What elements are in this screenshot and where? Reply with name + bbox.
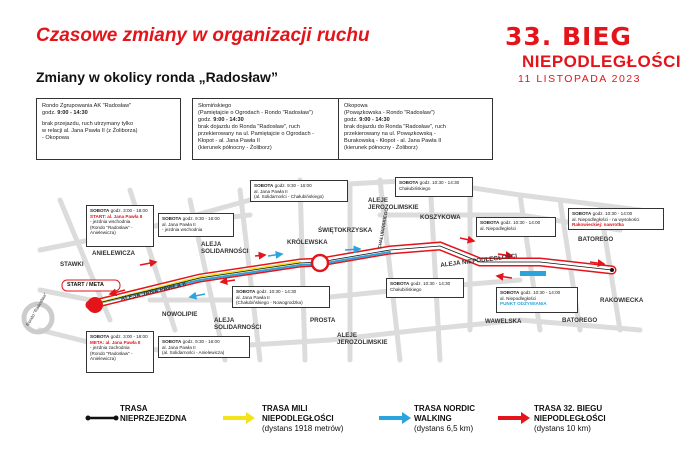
subheading: Zmiany w okolicy ronda „Radosław” <box>36 69 278 85</box>
street-label-jana-pawla: ALEJA JANA PAWŁA II <box>120 280 187 303</box>
street-label-aleje-jerozolimskie-top: ALEJE JEROZOLIMSKIE <box>368 197 419 211</box>
legend-mile: TRASA MILI NIEPODLEGŁOŚCI (dystans 1918 metrów) <box>262 404 344 433</box>
info-box-line: Kłopot - al. Jana Pawła II <box>198 138 260 144</box>
info-box-line: brak dojazdu do Ronda "Radosław", ruch <box>344 124 446 130</box>
info-box-line: (kierunek północny - Żoliborz) <box>344 145 418 151</box>
callout-chalubinskiego-east: SOBOTA godz. 10:30 - 14:30 Chałubińskiego <box>395 177 473 197</box>
callout-start: SOBOTA godz. 3:00 - 18:00 START: al. Jana Pawła II - jezdnia wschodnia (Rondo "Radosław" - Anielewicza) <box>86 205 154 247</box>
street-label-wawelska: WAWELSKA <box>485 318 522 325</box>
info-box-line: brak dojazdu do Ronda "Radosław", ruch <box>198 124 300 130</box>
street-label-solidarnosci-bottom: ALEJA SOLIDARNOŚCI <box>214 317 262 331</box>
street-label-prosta: PROSTA <box>310 317 336 324</box>
arrow-blue <box>268 254 282 256</box>
street-label-batorego: BATOREGO <box>578 236 614 243</box>
legend-nordic: TRASA NORDIC WALKING (dystans 6,5 km) <box>414 404 476 433</box>
street-label-aleje-jerozolimskie-bottom: ALEJE JEROZOLIMSKIE <box>337 332 388 346</box>
info-box-title: Słomińskiego <box>198 103 232 109</box>
callout-jpii-east-1: SOBOTA godz. 9:30 - 16:00 al. Jana Pawła II - jezdnia wschodnia <box>158 213 234 237</box>
legend-sample-run-head <box>521 412 530 424</box>
callout-chalubinskiego-west: SOBOTA godz. 10:30 - 14:30 Chałubińskiego <box>386 278 464 298</box>
info-box-title-sub: (Powązkowska - Rondo "Radosław") <box>344 110 435 116</box>
arrow-red <box>221 280 235 282</box>
arrow-red <box>255 255 265 256</box>
info-box-hours: godz. 9:00 - 14:30 <box>42 110 88 116</box>
arrow-red <box>497 276 512 278</box>
roundabout-route <box>312 255 328 271</box>
street-label-anielewicza: ANIELEWICZA <box>92 250 135 257</box>
info-box-line: w relacji al. Jana Pawła II (z Żoliborza) <box>42 128 138 134</box>
info-box-hours: godz. 9:00 - 14:30 <box>198 117 244 123</box>
route-end-marker <box>610 268 614 272</box>
callout-jpii-east-2: SOBOTA godz. 9:30 - 16:00 al. Jana Pawła II (al. Solidarności - Chałubińskiego) <box>250 180 348 202</box>
callout-niepodleglosci-west: SOBOTA godz. 10:30 - 14:00 al. Niepodległości PUNKT ODŻYWIANIA <box>496 287 578 313</box>
info-box-title: Rondo Zgrupowania AK "Radosław" <box>42 103 132 109</box>
street-label-krolewska: KRÓLEWSKA <box>287 239 328 246</box>
street-label-aleja-niepodleglosci: ALEJA NIEPODLEGŁOŚCI <box>440 252 518 269</box>
street-label-koszykowa: KOSZYKOWA <box>420 214 461 221</box>
legend-sample-mile-head <box>246 412 255 424</box>
street-label-rakowiecka: RAKOWIECKA <box>600 297 644 304</box>
logo-word: NIEPODLEGŁOŚCI <box>522 52 682 71</box>
legend-sample-closed-dot <box>86 416 91 421</box>
arrow-blue <box>345 249 360 250</box>
feeding-point-marker <box>520 271 546 276</box>
street-label-chalubinskiego: CHAŁUBIŃSKIEGO <box>376 207 390 250</box>
info-box-line: przekierowany na ul. Powązkowską - <box>344 131 436 137</box>
callout-rakowiecka-turn: SOBOTA godz. 10:30 - 14:00 al. Niepodległości - na wysokości Rakowieckiej: nawrotka <box>568 208 664 230</box>
info-box-line: - Okopowa <box>42 135 70 141</box>
callout-niepodleglosci-east: SOBOTA godz. 10:30 - 14:00 al. Niepodległości <box>476 217 556 237</box>
info-box-line: (kierunek północny - Żoliborz) <box>198 145 272 151</box>
callout-jpii-west-2: SOBOTA godz. 9:30 - 16:00 al. Jana Pawła II (al. Solidarności - Anielewicza) <box>158 336 250 358</box>
logo-date: 11 LISTOPADA 2023 <box>518 73 641 85</box>
info-box-hours: godz. 9:00 - 14:30 <box>344 117 390 123</box>
info-box-line: brak przejazdu, ruch utrzymany tylko <box>42 121 134 127</box>
info-box-line: Burakowską - Kłopot - al. Jana Pawła II <box>344 138 442 144</box>
street-label-aleja-solidarnosci: ALEJA SOLIDARNOŚCI <box>201 241 249 255</box>
legend-sample-nordic-head <box>402 412 411 424</box>
legend-closed: TRASA NIEPRZEJEZDNA <box>120 404 187 423</box>
callout-jpii-west: SOBOTA godz. 10:30 - 14:30 al. Jana Pawła II (Chałubińskiego - Nowogrodzka) <box>232 286 330 308</box>
info-box-title-sub: (Pamiętajcie o Ogrodach - Rondo "Radosław") <box>198 110 313 116</box>
street-label-nowolipie: NOWOLIPIE <box>162 311 198 318</box>
logo-number: 33. BIEG <box>505 22 632 51</box>
start-meta-label: START / META <box>67 282 104 288</box>
info-box-title: Okopowa <box>344 103 368 109</box>
street-label-radoslaw: Rondo "Radosław" <box>24 292 48 327</box>
legend-run: TRASA 32. BIEGU NIEPODLEGŁOŚCI (dystans 10 km) <box>534 404 606 433</box>
headline: Czasowe zmiany w organizacji ruchu <box>36 25 370 46</box>
start-meta-marker <box>87 297 103 313</box>
street-label-swietokrzyska: ŚWIĘTOKRZYSKA <box>318 227 373 234</box>
legend-sample-closed-dot <box>114 416 119 421</box>
street-label-stawki: STAWKI <box>60 261 84 268</box>
arrow-blue <box>190 294 205 297</box>
street-label-batorego-bottom: BATOREGO <box>562 317 598 324</box>
info-box-line: przekierowany na ul. Pamiętajcie o Ogrodach - <box>198 131 314 137</box>
callout-meta: SOBOTA godz. 3:00 - 18:00 META: al. Jana Pawła II - jezdnia zachodnia (Rondo "Radosław" - Anielewicza) <box>86 331 154 373</box>
